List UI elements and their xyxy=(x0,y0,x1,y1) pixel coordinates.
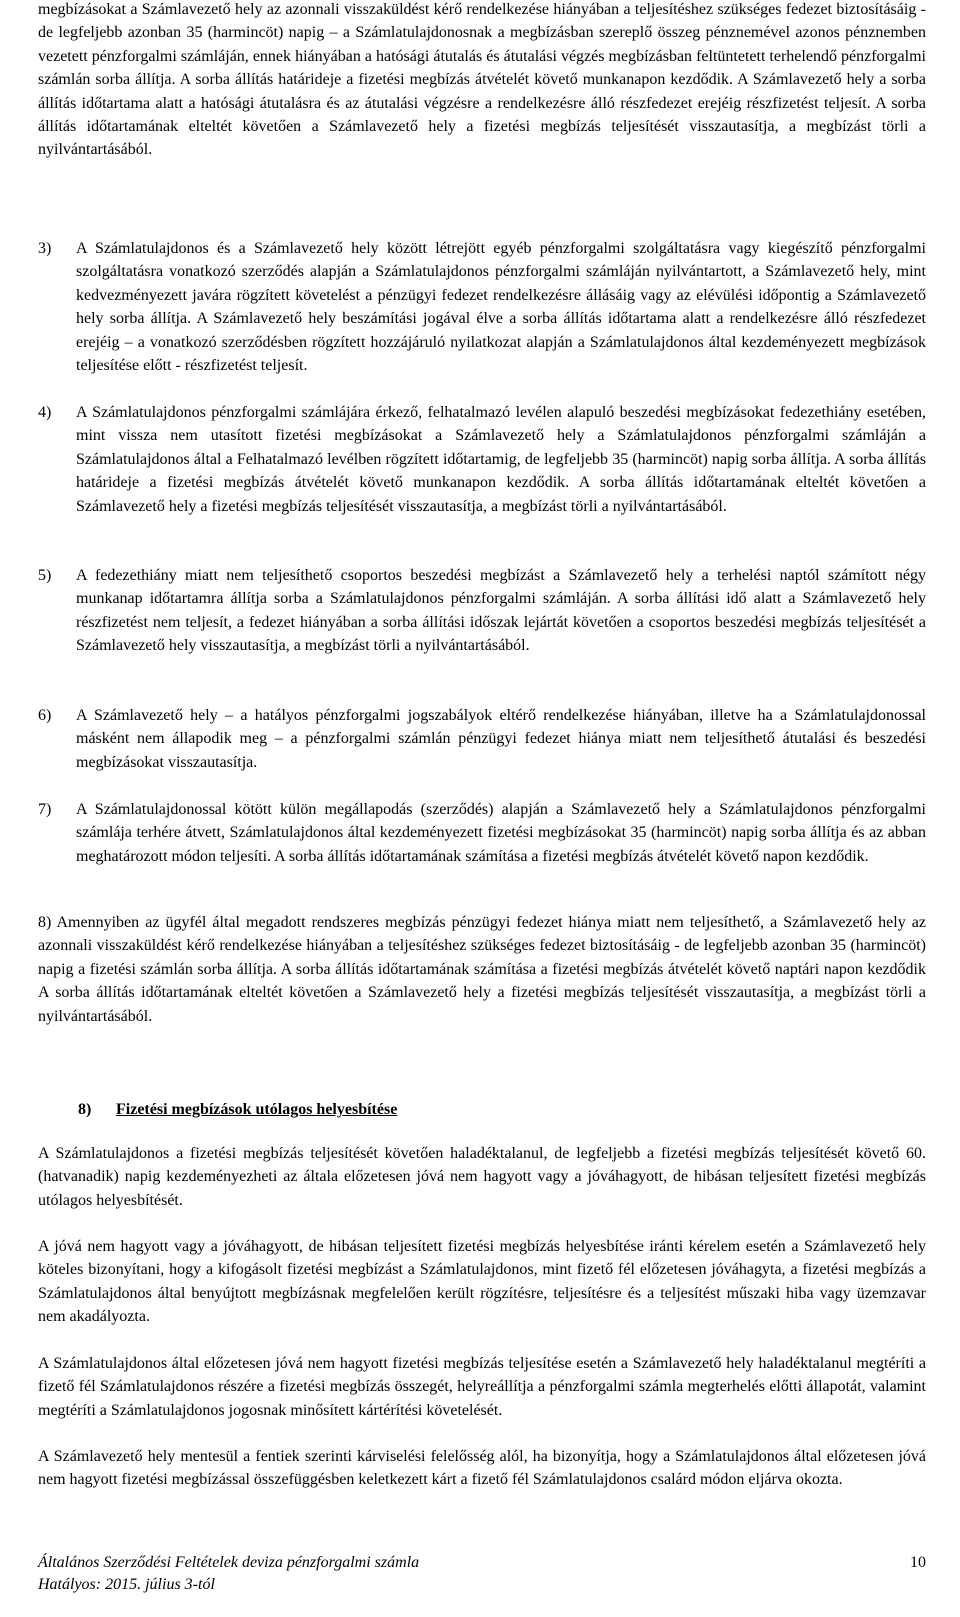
page-number: 10 xyxy=(910,1554,926,1571)
list-item-text: A fedezethiány miatt nem teljesíthető csoportos beszedési megbízást a Számlavezető hely a terhelési naptól számított négy munkanap időtartamra állítja sorba a Számlatulajdonos pénzforgalmi számláján. A sorba állítási idő alatt a Számlavezető hely részfizetést nem teljesít, a fedezet hiányában a sorba állítási időszak lejártát követően a csoportos beszedési megbízás teljesítését a Számlavezető hely visszautasítja, a megbízást törli a nyilvántartásából. xyxy=(76,567,926,655)
list-item-text: A Számlatulajdonos és a Számlavezető hely között létrejött egyéb pénzforgalmi szolgáltatásra vagy kiegészítő pénzforgalmi szolgáltatásra vonatkozó szerződés alapján a Számlatulajdonos pénzforgalmi számláján nyilvántartott, a Számlavezető hely, mint kedvezményezett javára rögzített követelést a pénzügyi fedezet rendelkezésre állásáig vagy az elévülési időpontig a Számlavezető hely sorba állítja. A Számlavezető hely beszámítási jogával élve a sorba állítás időtartama alatt a rendelkezésre álló részfedezet erejéig – a vonatkozó szerződésben rögzített hozzájáruló nyilatkozat alapján a Számlatulajdonos által kezdeményezett megbízások teljesítése előtt - részfizetést teljesít. xyxy=(76,240,926,375)
item-8-paragraph: 8) Amennyiben az ügyfél által megadott rendszeres megbízás pénzügyi fedezet hiánya miatt nem teljesíthető, a Számlavezető hely az azonnali visszaküldést kérő rendelkezése hiányában a teljesítéshez szükséges fedezet biztosításáig - de legfeljebb azonban 35 (harmincöt) napig a fizetési számlán sorba állítja. A sorba állítás időtartamának számítása a fizetési megbízás átvételét követő naptári napon kezdődik A sorba állítás időtartamának elteltét követően a Számlavezető hely a fizetési megbízás teljesítését visszautasítja, a megbízást törli a nyilvántartásából. xyxy=(38,914,926,1025)
list-item-text: A Számlavezető hely – a hatályos pénzforgalmi jogszabályok eltérő rendelkezése hiányában, illetve ha a Számlatulajdonossal másként nem állapodik meg – a pénzforgalmi számlán pénzügyi fedezet hiánya miatt nem teljesíthető átutalási és beszedési megbízásokat visszautasítja. xyxy=(76,707,926,771)
section-number: 8) xyxy=(78,1101,92,1118)
body-paragraph-1: A Számlatulajdonos a fizetési megbízás teljesítését követően haladéktalanul, de legfeljebb a fizetési megbízás teljesítését követő 60. (hatvanadik) napig kezdeményezheti az általa előzetesen jóvá nem hagyott vagy a jóváhagyott, de hibásan teljesített fizetési megbízás utólagos helyesbítését. xyxy=(38,1145,926,1209)
list-item-number: 3) xyxy=(38,240,52,257)
list-item-number: 4) xyxy=(38,404,52,421)
list-item-4 xyxy=(38,401,926,518)
list-item-3 xyxy=(38,237,926,377)
list-item-number: 6) xyxy=(38,707,52,724)
list-item-text: A Számlatulajdonossal kötött külön megállapodás (szerződés) alapján a Számlavezető hely a Számlatulajdonos pénzforgalmi számlája terhére átvett, Számlatulajdonos által kezdeményezett fizetési megbízásokat 35 (harmincöt) napig sorba állítja és az abban meghatározott módon teljesíti. A sorba állítás időtartamának számítása a fizetési megbízás átvételét követő napon kezdődik. xyxy=(76,801,926,865)
section-title: Fizetési megbízások utólagos helyesbítése xyxy=(116,1101,398,1118)
list-item-5 xyxy=(38,564,926,658)
section-heading xyxy=(78,1098,397,1121)
list-item-7 xyxy=(38,798,926,868)
footer-effective-date: Hatályos: 2015. július 3-tól xyxy=(38,1576,215,1593)
list-item-number: 5) xyxy=(38,567,52,584)
body-paragraph-4: A Számlavezető hely mentesül a fentiek szerinti kárviselési felelősség alól, ha bizonyítja, hogy a Számlatulajdonos által előzetesen jóvá nem hagyott fizetési megbízással összefüggésben keletkezett kárt a fizető fél Számlatulajdonos csalárd módon eljárva okozta. xyxy=(38,1448,926,1489)
footer-document-title: Általános Szerződési Feltételek deviza pénzforgalmi számla xyxy=(38,1554,420,1571)
list-item-6 xyxy=(38,704,926,774)
list-item-number: 7) xyxy=(38,801,52,818)
body-paragraph-3: A Számlatulajdonos által előzetesen jóvá nem hagyott fizetési megbízás teljesítése esetén a Számlavezető hely haladéktalanul megtéríti a fizető fél Számlatulajdonos részére a fizetési megbízás összegét, helyreállítja a pénzforgalmi számla megterhelés előtti állapotát, valamint megtéríti a Számlatulajdonos jogosnak minősített kártérítési követelését. xyxy=(38,1355,926,1419)
list-item-text: A Számlatulajdonos pénzforgalmi számlájára érkező, felhatalmazó levélen alapuló beszedési megbízásokat fedezethiány esetében, mint vissza nem utasított fizetési megbízásokat a Számlavezető hely a Számlatulajdonos pénzforgalmi számláján a Számlatulajdonos által a Felhatalmazó levélben rögzített időtartamig, de legfeljebb 35 (harmincöt) napig sorba állítja. A sorba állítás határideje a fizetési megbízás átvételét követő munkanapon kezdődik. A sorba állítás időtartamának elteltét követően a Számlavezető hely a fizetési megbízás teljesítését visszautasítja, a megbízást törli a nyilvántartásából. xyxy=(76,404,926,515)
continuation-paragraph: megbízásokat a Számlavezető hely az azonnali visszaküldést kérő rendelkezése hiányában a teljesítéshez szükséges fedezet biztosításáig - de legfeljebb azonban 35 (harmincöt) napig – a Számlatulajdonosnak a megbízásban szereplő összeg pénznemével azonos pénznemben vezetett pénzforgalmi számláján, ennek hiányában a hatósági átutalás és átutalási végzés megbízásban feltüntetett terhelendő pénzforgalmi számlán sorba állítja. A sorba állítás határideje a fizetési megbízás átvételét követő munkanapon kezdődik. A Számlavezető hely a sorba állítás időtartama alatt a hatósági átutalásra és az átutalási végzésre a rendelkezésre álló részfedezet erejéig részfizetést teljesít. A sorba állítás időtartamának elteltét követően a Számlavezető hely a fizetési megbízás teljesítését visszautasítja, a megbízást törli a nyilvántartásából. xyxy=(38,1,926,159)
body-paragraph-2: A jóvá nem hagyott vagy a jóváhagyott, de hibásan teljesített fizetési megbízás helyesbítése iránti kérelem esetén a Számlavezető hely köteles bizonyítani, hogy a kifogásolt fizetési megbízást a Számlatulajdonos, mint fizető fél előzetesen jóváhagyta, a fizetési megbízás a Számlatulajdonos által benyújtott megbízásnak megfelelően került rögzítésre, teljesítésre és a teljesítést műszaki hiba vagy üzemzavar nem akadályozta. xyxy=(38,1238,926,1326)
page-footer xyxy=(38,1552,926,1596)
